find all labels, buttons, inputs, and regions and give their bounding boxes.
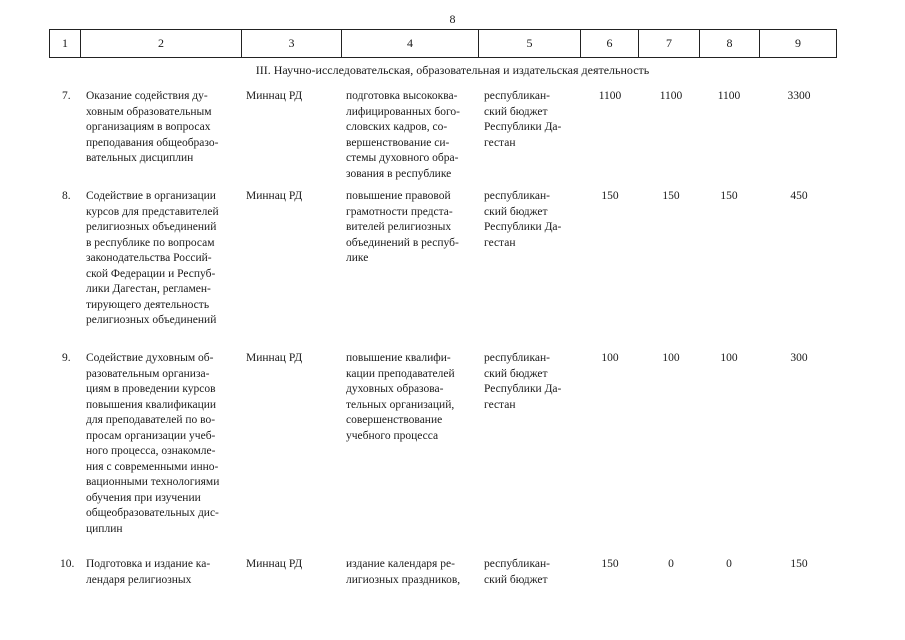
row-value-col9: 150	[790, 558, 808, 570]
row-value-col9: 450	[790, 190, 808, 202]
row-funding-source: республикан- ский бюджет Республики Да- гестан	[484, 190, 562, 249]
row-value-col7: 150	[662, 190, 680, 202]
row-number: 10.	[60, 558, 75, 570]
row-number: 9.	[62, 352, 71, 364]
row-funding-source: республикан- ский бюджет Республики Да- гестан	[484, 90, 562, 149]
row-activity: Содействие в организации курсов для представителей религиозных объединений в республике по вопросам законодательства Россий- ской Федерации и Респуб- лики Дагестан, регламен- тирующего деятельность религиозных объединений	[86, 190, 219, 326]
column-number-header	[49, 29, 837, 58]
column-number-1: 1	[50, 30, 81, 57]
row-executor: Миннац РД	[246, 190, 303, 202]
row-result: издание календаря ре- лигиозных праздников,	[346, 558, 461, 586]
column-number-7: 7	[639, 30, 700, 57]
row-value-col8: 150	[720, 190, 738, 202]
row-executor: Миннац РД	[246, 90, 303, 102]
row-value-col9: 300	[790, 352, 808, 364]
row-result: повышение правовой грамотности предста- вителей религиозных объединений в респуб- лике	[346, 190, 459, 264]
column-number-5: 5	[479, 30, 581, 57]
column-number-3: 3	[242, 30, 342, 57]
row-result: подготовка высококва- лифицированных бого- словских кадров, со- вершенствование си- стемы духовного обра- зования в республике	[346, 90, 460, 180]
row-activity: Подготовка и издание ка- лендаря религиозных	[86, 558, 211, 586]
row-result: повышение квалифи- кации преподавателей духовных образова- тельных организаций, совершенствование учебного процесса	[346, 352, 455, 442]
row-value-col7: 1100	[659, 90, 683, 102]
row-value-col9: 3300	[787, 90, 811, 102]
row-activity: Содействие духовным об- разовательным организа- циям в проведении курсов повышения квалификации для преподавателей по во- просам организации учеб- ного процесса, ознакомле- ния с современными инно- вационными технологиями обучения при изучении общеобразовательных дис- циплин	[86, 352, 220, 535]
column-number-9: 9	[795, 36, 801, 50]
row-value-col6: 150	[601, 190, 619, 202]
row-value-col6: 100	[601, 352, 619, 364]
row-value-col8: 0	[726, 558, 732, 570]
row-value-col6: 150	[601, 558, 619, 570]
column-number-2: 2	[81, 30, 242, 57]
row-value-col7: 0	[668, 558, 674, 570]
row-funding-source: республикан- ский бюджет	[484, 558, 550, 586]
column-number-4: 4	[342, 30, 479, 57]
column-number-6: 6	[581, 30, 639, 57]
row-value-col6: 1100	[598, 90, 622, 102]
row-value-col7: 100	[662, 352, 680, 364]
row-number: 7.	[62, 90, 71, 102]
row-value-col8: 1100	[717, 90, 741, 102]
section-title: III. Научно-исследовательская, образовательная и издательская деятельность	[255, 63, 650, 77]
row-funding-source: республикан- ский бюджет Республики Да- гестан	[484, 352, 562, 411]
row-executor: Миннац РД	[246, 558, 303, 570]
row-executor: Миннац РД	[246, 352, 303, 364]
row-value-col8: 100	[720, 352, 738, 364]
row-number: 8.	[62, 190, 71, 202]
column-number-8: 8	[700, 30, 760, 57]
row-activity: Оказание содействия ду- ховным образовательным организациям в вопросах преподавания общеобразо- вательных дисциплин	[86, 90, 219, 164]
page-number: 8	[449, 12, 456, 26]
